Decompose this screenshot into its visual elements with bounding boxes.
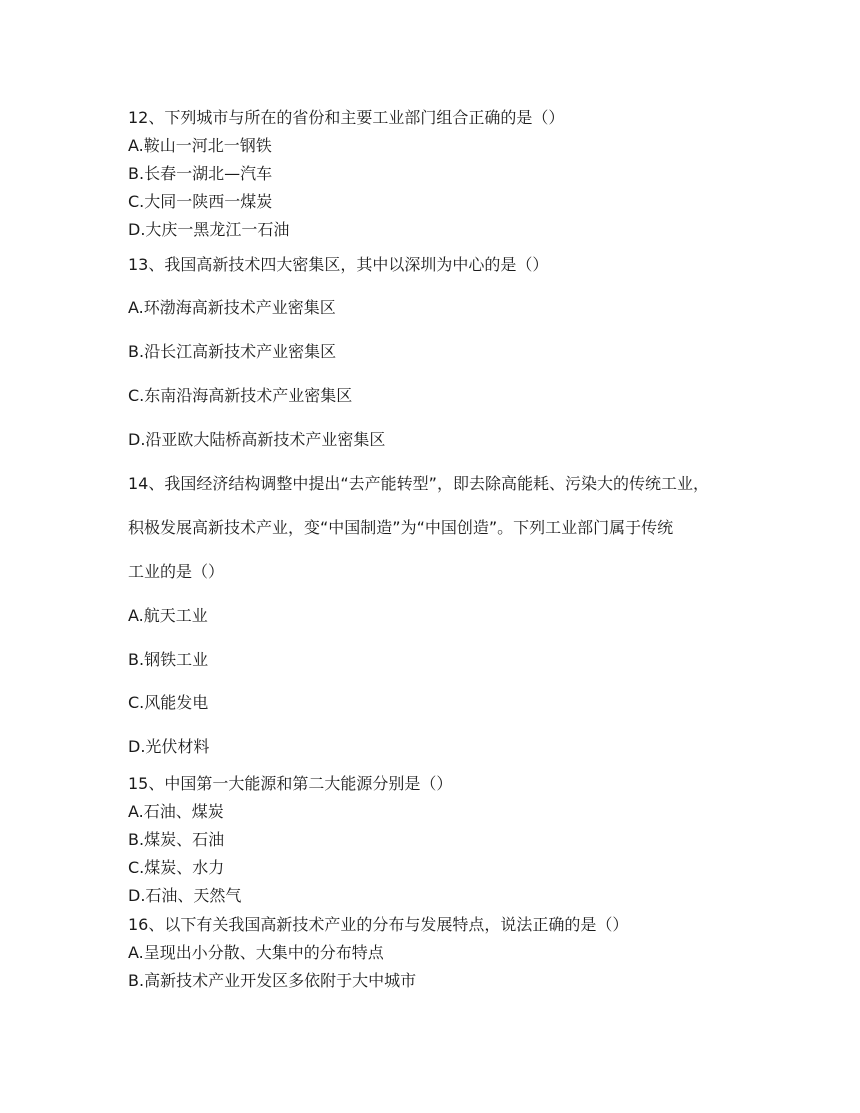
question-13-option-d: D.沿亚欧大陆桥高新技术产业密集区 [128,430,386,449]
question-12-option-b: B.长春一湖北—汽车 [128,164,273,183]
question-16-option-b: B.高新技术产业开发区多依附于大中城市 [128,971,417,990]
question-15-option-a: A.石油、煤炭 [128,802,224,821]
question-14-stem-line-2: 积极发展高新技术产业，变“中国制造”为“中国创造”。下列工业部门属于传统 [128,518,674,537]
question-16-stem: 16、以下有关我国高新技术产业的分布与发展特点，说法正确的是（） [128,915,629,934]
question-13-option-b: B.沿长江高新技术产业密集区 [128,342,337,361]
question-14-option-c: C.风能发电 [128,693,209,712]
question-12-option-d: D.大庆一黑龙江一石油 [128,220,290,239]
question-14-stem-line-1: 14、我国经济结构调整中提出“去产能转型”，即去除高能耗、污染大的传统工业， [128,474,709,493]
question-14-stem-line-3: 工业的是（） [128,562,225,581]
question-15-option-d: D.石油、天然气 [128,886,242,905]
question-13-option-a: A.环渤海高新技术产业密集区 [128,298,336,317]
question-15-option-c: C.煤炭、水力 [128,858,225,877]
question-14-option-d: D.光伏材料 [128,737,210,756]
question-15-option-b: B.煤炭、石油 [128,830,225,849]
question-14-option-b: B.钢铁工业 [128,650,209,669]
question-16-option-a: A.呈现出小分散、大集中的分布特点 [128,943,384,962]
question-12-option-a: A.鞍山一河北一钢铁 [128,136,272,155]
question-13-stem: 13、我国高新技术四大密集区，其中以深圳为中心的是（） [128,255,549,274]
question-15-stem: 15、中国第一大能源和第二大能源分别是（） [128,774,453,793]
question-13-option-c: C.东南沿海高新技术产业密集区 [128,386,353,405]
question-14-option-a: A.航天工业 [128,606,208,625]
question-12-option-c: C.大同一陕西一煤炭 [128,192,273,211]
question-12-stem: 12、下列城市与所在的省份和主要工业部门组合正确的是（） [128,108,565,127]
